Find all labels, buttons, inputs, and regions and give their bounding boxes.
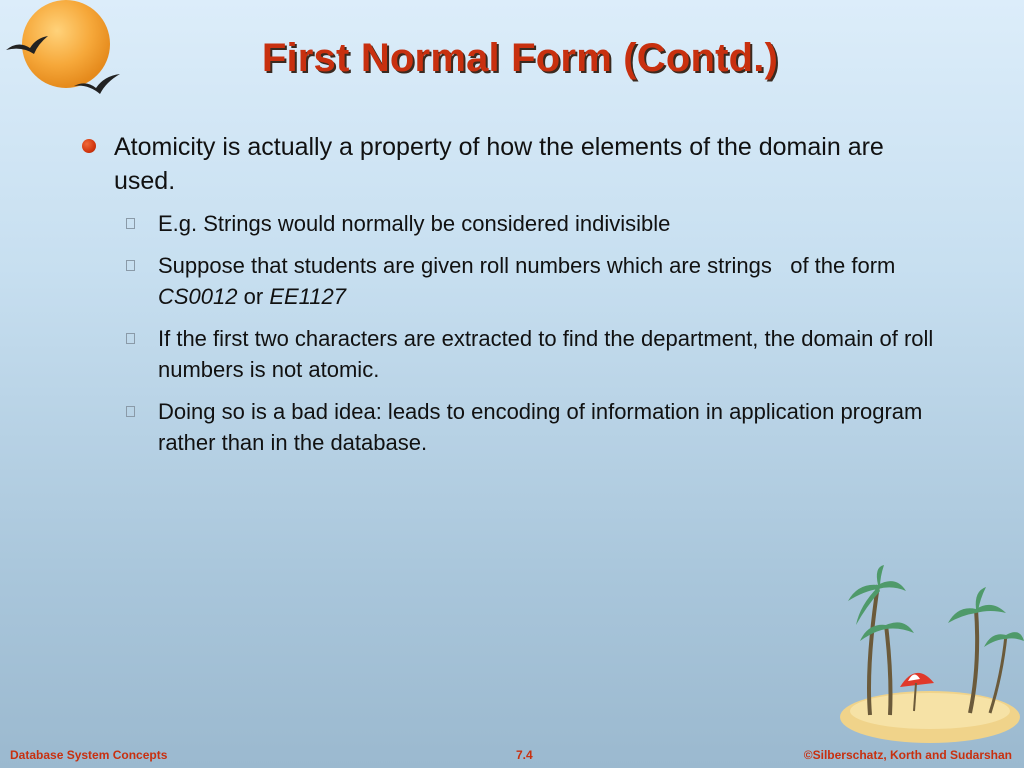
- sub-bullet-marker-icon: [126, 260, 135, 271]
- main-bullet: [76, 130, 936, 198]
- sub-bullet-text: Doing so is a bad idea: leads to encoding of information in application program rather than in the database.: [158, 399, 923, 455]
- footer-slide-number: 7.4: [516, 748, 533, 762]
- sub-bullet-marker-icon: [126, 406, 135, 417]
- roll-number-example-1: CS0012: [158, 284, 238, 309]
- sub-bullet-marker-icon: [126, 333, 135, 344]
- bullet-dot-icon: [82, 139, 96, 153]
- roll-number-example-2: EE1127: [269, 284, 346, 309]
- slide-content: [76, 130, 936, 469]
- footer-copyright: ©Silberschatz, Korth and Sudarshan: [803, 748, 1012, 762]
- footer-course-name: Database System Concepts: [10, 748, 168, 762]
- sub-bullet-text-pre: Suppose that students are given roll numbers which are strings of the form: [158, 253, 902, 278]
- sub-bullet-text: E.g. Strings would normally be considered indivisible: [158, 211, 671, 236]
- sub-bullet-list: [76, 208, 936, 458]
- sub-bullet-item: [120, 396, 936, 458]
- slide-footer: [0, 744, 1024, 764]
- sub-bullet-marker-icon: [126, 218, 135, 229]
- palm-island-icon: [830, 565, 1024, 750]
- sub-bullet-text-mid: or: [237, 284, 270, 309]
- sun-with-birds-icon: [0, 0, 130, 110]
- sub-bullet-item: [120, 208, 936, 239]
- sub-bullet-item: [120, 323, 936, 385]
- sub-bullet-item: [120, 250, 936, 312]
- sub-bullet-text: If the first two characters are extracted to find the department, the domain of roll numbers is not atomic.: [158, 326, 934, 382]
- slide-title: First Normal Form (Contd.): [261, 36, 779, 80]
- main-bullet-text: Atomicity is actually a property of how the elements of the domain are used.: [114, 133, 884, 195]
